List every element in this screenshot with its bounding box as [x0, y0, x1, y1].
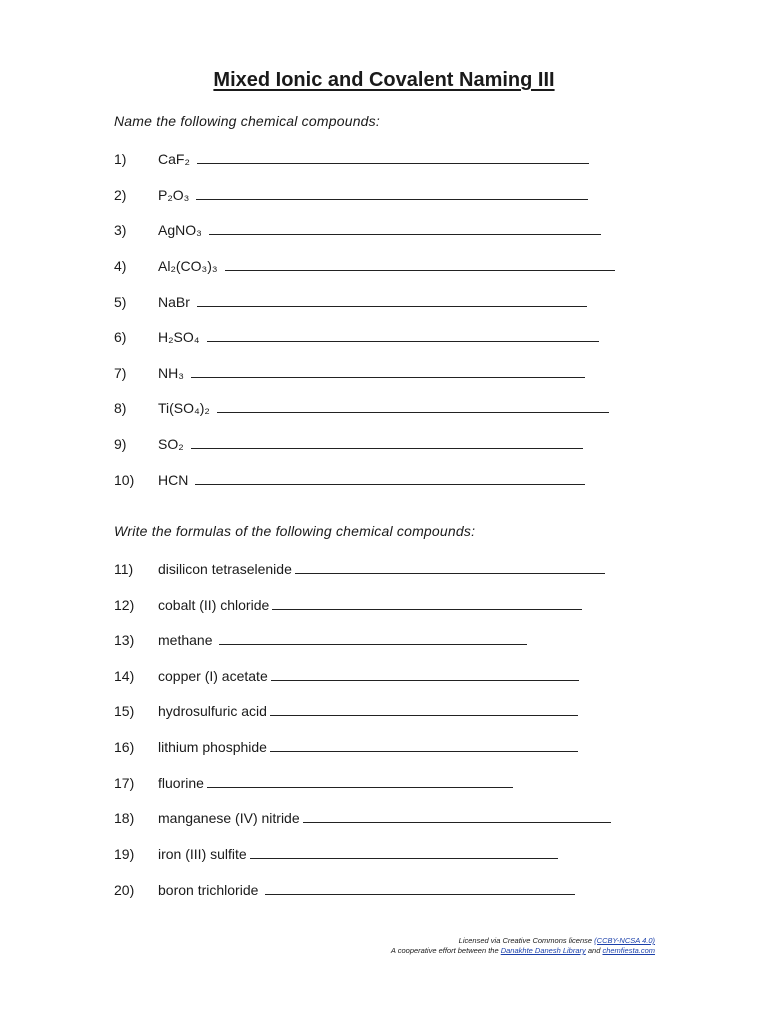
question-item-5: [114, 292, 587, 310]
answer-line[interactable]: [303, 808, 611, 823]
question-number: 2): [114, 187, 127, 203]
question-number: 7): [114, 365, 127, 381]
library-link[interactable]: Danakhte Danesh Library: [500, 946, 586, 955]
question-number: 12): [114, 597, 135, 613]
answer-line[interactable]: [265, 880, 575, 895]
question-number: 16): [114, 739, 135, 755]
question-label: Al₂(CO₃)₃: [158, 258, 218, 274]
question-item-6: [114, 327, 599, 345]
question-item-3: [114, 220, 601, 238]
answer-line[interactable]: [195, 470, 585, 485]
answer-line[interactable]: [250, 844, 558, 859]
question-item-11: [114, 559, 605, 577]
license-link[interactable]: (CCBY-NCSA 4.0): [594, 936, 655, 945]
question-label: NH₃: [158, 365, 184, 381]
question-label: methane: [158, 632, 213, 648]
question-number: 20): [114, 882, 135, 898]
answer-line[interactable]: [271, 666, 579, 681]
question-number: 5): [114, 294, 127, 310]
question-item-19: [114, 844, 558, 862]
cooperative-text: A cooperative effort between the: [390, 946, 501, 955]
section1-instruction: Name the following chemical compounds:: [114, 113, 380, 129]
cooperative-line: [391, 946, 655, 956]
answer-line[interactable]: [219, 630, 527, 645]
question-number: 10): [114, 472, 135, 488]
question-label: H₂SO₄: [158, 329, 200, 345]
question-label: cobalt (II) chloride: [158, 597, 270, 613]
question-label: CaF₂: [158, 151, 190, 167]
question-number: 8): [114, 400, 127, 416]
question-item-16: [114, 737, 578, 755]
question-label: boron trichloride: [158, 882, 259, 898]
question-number: 11): [114, 561, 134, 577]
question-item-18: [114, 808, 611, 826]
question-item-9: [114, 434, 583, 452]
question-label: copper (I) acetate: [158, 668, 268, 684]
question-item-10: [114, 470, 585, 488]
question-item-20: [114, 880, 575, 898]
question-number: 9): [114, 436, 127, 452]
question-label: HCN: [158, 472, 189, 488]
question-item-13: [114, 630, 527, 648]
question-label: disilicon tetraselenide: [158, 561, 292, 577]
question-label: P₂O₃: [158, 187, 190, 203]
question-item-15: [114, 701, 578, 719]
answer-line[interactable]: [209, 220, 601, 235]
question-label: iron (III) sulfite: [158, 846, 247, 862]
question-label: lithium phosphide: [158, 739, 267, 755]
answer-line[interactable]: [196, 185, 588, 200]
license-text: Licensed via Creative Commons license: [458, 936, 595, 945]
question-label: AgNO₃: [158, 222, 202, 238]
answer-line[interactable]: [270, 701, 578, 716]
answer-line[interactable]: [207, 327, 599, 342]
question-item-1: [114, 149, 589, 167]
answer-line[interactable]: [207, 773, 513, 788]
license-footer: [391, 936, 655, 956]
question-label: manganese (IV) nitride: [158, 810, 300, 826]
question-label: fluorine: [158, 775, 204, 791]
answer-line[interactable]: [191, 434, 583, 449]
site-link[interactable]: chemfiesta.com: [602, 946, 655, 955]
question-number: 4): [114, 258, 127, 274]
question-item-8: [114, 398, 609, 416]
page-title: Mixed Ionic and Covalent Naming III: [213, 69, 555, 91]
question-number: 1): [114, 151, 127, 167]
question-number: 18): [114, 810, 135, 826]
license-line: [391, 936, 655, 946]
question-number: 15): [114, 703, 135, 719]
and-text: and: [585, 946, 603, 955]
question-number: 14): [114, 668, 135, 684]
question-number: 19): [114, 846, 135, 862]
answer-line[interactable]: [191, 363, 585, 378]
answer-line[interactable]: [197, 292, 587, 307]
question-item-17: [114, 773, 513, 791]
question-item-4: [114, 256, 615, 274]
question-item-12: [114, 595, 582, 613]
question-item-2: [114, 185, 588, 203]
question-label: SO₂: [158, 436, 184, 452]
question-number: 6): [114, 329, 127, 345]
section2-instruction: Write the formulas of the following chemical compounds:: [114, 523, 476, 539]
question-number: 13): [114, 632, 135, 648]
question-label: hydrosulfuric acid: [158, 703, 267, 719]
question-label: NaBr: [158, 294, 190, 310]
answer-line[interactable]: [225, 256, 615, 271]
answer-line[interactable]: [295, 559, 605, 574]
answer-line[interactable]: [217, 398, 609, 413]
question-number: 17): [114, 775, 135, 791]
answer-line[interactable]: [197, 149, 589, 164]
question-item-14: [114, 666, 579, 684]
question-item-7: [114, 363, 585, 381]
question-label: Ti(SO₄)₂: [158, 400, 210, 416]
answer-line[interactable]: [270, 737, 578, 752]
question-number: 3): [114, 222, 127, 238]
answer-line[interactable]: [272, 595, 582, 610]
